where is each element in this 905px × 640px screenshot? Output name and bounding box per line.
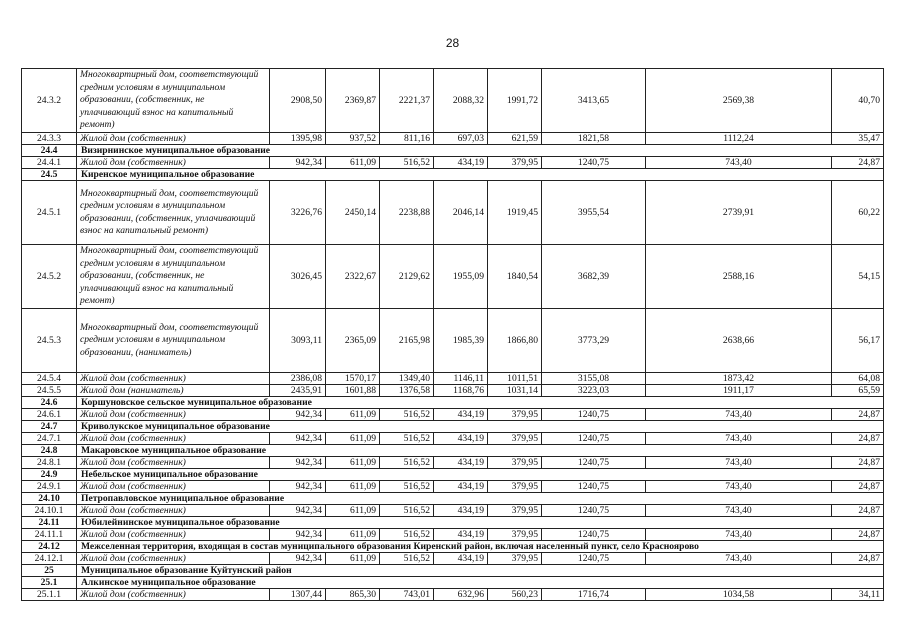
value-cell-6: 3413,65	[542, 69, 646, 133]
row-description: Жилой дом (собственник)	[77, 481, 270, 493]
section-title: Юбилейнинское муниципальное образование	[77, 517, 884, 529]
value-cell-1: 1395,98	[270, 133, 326, 145]
value-cell-7: 2739,91	[646, 181, 832, 245]
table-row	[22, 505, 884, 517]
section-title: Петропавловское муниципальное образование	[77, 493, 884, 505]
row-code: 24.8	[22, 445, 77, 457]
section-row	[22, 577, 884, 589]
value-cell-7: 1911,17	[646, 385, 832, 397]
value-cell-6: 1240,75	[542, 157, 646, 169]
value-cell-1: 1307,44	[270, 589, 326, 601]
tariff-table	[21, 68, 884, 601]
value-cell-3: 516,52	[380, 157, 434, 169]
row-code: 24.5.3	[22, 309, 77, 373]
value-cell-7: 743,40	[646, 505, 832, 517]
value-cell-5: 560,23	[488, 589, 542, 601]
value-cell-6: 1240,75	[542, 553, 646, 565]
value-cell-8: 24,87	[832, 157, 884, 169]
value-cell-1: 942,34	[270, 157, 326, 169]
value-cell-2: 611,09	[326, 409, 380, 421]
value-cell-4: 434,19	[434, 157, 488, 169]
value-cell-3: 2165,98	[380, 309, 434, 373]
value-cell-1: 942,34	[270, 457, 326, 469]
value-cell-8: 54,15	[832, 245, 884, 309]
value-cell-6: 3955,54	[542, 181, 646, 245]
value-cell-8: 24,87	[832, 553, 884, 565]
value-cell-2: 611,09	[326, 553, 380, 565]
section-title: Киренское муниципальное образование	[77, 169, 884, 181]
value-cell-3: 516,52	[380, 529, 434, 541]
row-code: 24.4	[22, 145, 77, 157]
value-cell-6: 3155,08	[542, 373, 646, 385]
row-description: Многоквартирный дом, соответствующий средним условиям в муниципальном образовании, (собственник, уплачивающий взнос на капитальный ремонт)	[77, 181, 270, 245]
value-cell-2: 2450,14	[326, 181, 380, 245]
value-cell-6: 1240,75	[542, 529, 646, 541]
row-description: Жилой дом (собственник)	[77, 373, 270, 385]
section-row	[22, 469, 884, 481]
value-cell-2: 611,09	[326, 157, 380, 169]
row-description: Жилой дом (собственник)	[77, 433, 270, 445]
section-row	[22, 517, 884, 529]
value-cell-3: 516,52	[380, 505, 434, 517]
value-cell-8: 24,87	[832, 409, 884, 421]
value-cell-4: 434,19	[434, 529, 488, 541]
value-cell-3: 811,16	[380, 133, 434, 145]
row-code: 24.5	[22, 169, 77, 181]
row-code: 24.3.3	[22, 133, 77, 145]
value-cell-5: 1840,54	[488, 245, 542, 309]
value-cell-1: 2386,08	[270, 373, 326, 385]
value-cell-3: 516,52	[380, 409, 434, 421]
value-cell-2: 865,30	[326, 589, 380, 601]
value-cell-1: 942,34	[270, 481, 326, 493]
value-cell-1: 942,34	[270, 409, 326, 421]
value-cell-2: 611,09	[326, 529, 380, 541]
table-row	[22, 529, 884, 541]
value-cell-4: 434,19	[434, 433, 488, 445]
value-cell-3: 1349,40	[380, 373, 434, 385]
value-cell-5: 379,95	[488, 409, 542, 421]
row-code: 24.8.1	[22, 457, 77, 469]
row-description: Жилой дом (собственник)	[77, 553, 270, 565]
value-cell-6: 1821,58	[542, 133, 646, 145]
value-cell-2: 1570,17	[326, 373, 380, 385]
row-code: 25	[22, 565, 77, 577]
row-code: 24.6	[22, 397, 77, 409]
row-description: Жилой дом (собственник)	[77, 457, 270, 469]
value-cell-2: 2365,09	[326, 309, 380, 373]
section-row	[22, 169, 884, 181]
value-cell-5: 379,95	[488, 505, 542, 517]
section-row	[22, 445, 884, 457]
row-code: 24.11	[22, 517, 77, 529]
value-cell-5: 379,95	[488, 457, 542, 469]
value-cell-1: 3226,76	[270, 181, 326, 245]
row-code: 25.1.1	[22, 589, 77, 601]
row-description: Жилой дом (собственник)	[77, 589, 270, 601]
value-cell-1: 2435,91	[270, 385, 326, 397]
value-cell-4: 434,19	[434, 505, 488, 517]
row-code: 24.3.2	[22, 69, 77, 133]
value-cell-1: 3026,45	[270, 245, 326, 309]
value-cell-5: 379,95	[488, 157, 542, 169]
value-cell-2: 2369,87	[326, 69, 380, 133]
value-cell-5: 1991,72	[488, 69, 542, 133]
value-cell-5: 1866,80	[488, 309, 542, 373]
table-row	[22, 245, 884, 309]
value-cell-6: 1716,74	[542, 589, 646, 601]
table-row	[22, 433, 884, 445]
value-cell-4: 2046,14	[434, 181, 488, 245]
row-code: 24.4.1	[22, 157, 77, 169]
value-cell-6: 3773,29	[542, 309, 646, 373]
value-cell-7: 743,40	[646, 481, 832, 493]
row-code: 24.10	[22, 493, 77, 505]
value-cell-8: 60,22	[832, 181, 884, 245]
row-code: 24.10.1	[22, 505, 77, 517]
value-cell-5: 379,95	[488, 433, 542, 445]
row-code: 24.5.1	[22, 181, 77, 245]
row-code: 24.5.5	[22, 385, 77, 397]
table-row	[22, 589, 884, 601]
row-description: Жилой дом (наниматель)	[77, 385, 270, 397]
value-cell-1: 3093,11	[270, 309, 326, 373]
value-cell-6: 1240,75	[542, 505, 646, 517]
value-cell-5: 379,95	[488, 481, 542, 493]
table-row	[22, 69, 884, 133]
value-cell-4: 1955,09	[434, 245, 488, 309]
value-cell-2: 1601,88	[326, 385, 380, 397]
row-description: Многоквартирный дом, соответствующий средним условиям в муниципальном образовании, (собственник, не уплачивающий взнос на капитальный ремонт)	[77, 245, 270, 309]
value-cell-4: 1168,76	[434, 385, 488, 397]
value-cell-7: 743,40	[646, 553, 832, 565]
row-code: 24.6.1	[22, 409, 77, 421]
row-description: Жилой дом (собственник)	[77, 157, 270, 169]
value-cell-6: 1240,75	[542, 409, 646, 421]
value-cell-8: 35,47	[832, 133, 884, 145]
row-code: 24.12	[22, 541, 77, 553]
value-cell-6: 1240,75	[542, 457, 646, 469]
section-row	[22, 421, 884, 433]
value-cell-2: 611,09	[326, 481, 380, 493]
section-row	[22, 145, 884, 157]
section-title: Межселенная территория, входящая в состав муниципального образования Киренский район, включая населенный пункт, село Красноярово	[77, 541, 884, 553]
value-cell-3: 1376,58	[380, 385, 434, 397]
section-title: Муниципальное образование Куйтунский район	[77, 565, 884, 577]
value-cell-4: 1985,39	[434, 309, 488, 373]
row-description: Жилой дом (собственник)	[77, 505, 270, 517]
section-row	[22, 541, 884, 553]
value-cell-7: 2638,66	[646, 309, 832, 373]
section-title: Небельское муниципальное образование	[77, 469, 884, 481]
value-cell-6: 3223,03	[542, 385, 646, 397]
section-title: Алкинское муниципальное образование	[77, 577, 884, 589]
value-cell-8: 64,08	[832, 373, 884, 385]
value-cell-2: 611,09	[326, 433, 380, 445]
value-cell-4: 632,96	[434, 589, 488, 601]
value-cell-8: 24,87	[832, 457, 884, 469]
value-cell-4: 434,19	[434, 481, 488, 493]
section-title: Криволукское муниципальное образование	[77, 421, 884, 433]
table-row	[22, 553, 884, 565]
value-cell-8: 24,87	[832, 433, 884, 445]
value-cell-5: 621,59	[488, 133, 542, 145]
row-code: 25.1	[22, 577, 77, 589]
table-row	[22, 457, 884, 469]
value-cell-7: 743,40	[646, 529, 832, 541]
value-cell-8: 24,87	[832, 505, 884, 517]
row-code: 24.9	[22, 469, 77, 481]
value-cell-3: 516,52	[380, 481, 434, 493]
table-row	[22, 385, 884, 397]
row-code: 24.5.4	[22, 373, 77, 385]
value-cell-5: 1031,14	[488, 385, 542, 397]
value-cell-1: 942,34	[270, 433, 326, 445]
value-cell-1: 942,34	[270, 505, 326, 517]
section-row	[22, 493, 884, 505]
value-cell-8: 65,59	[832, 385, 884, 397]
row-code: 24.11.1	[22, 529, 77, 541]
value-cell-3: 743,01	[380, 589, 434, 601]
row-code: 24.5.2	[22, 245, 77, 309]
value-cell-4: 697,03	[434, 133, 488, 145]
value-cell-3: 2238,88	[380, 181, 434, 245]
value-cell-8: 40,70	[832, 69, 884, 133]
value-cell-2: 611,09	[326, 457, 380, 469]
row-description: Многоквартирный дом, соответствующий средним условиям в муниципальном образовании, (собственник, не уплачивающий взнос на капитальный ремонт)	[77, 69, 270, 133]
value-cell-8: 56,17	[832, 309, 884, 373]
value-cell-8: 24,87	[832, 481, 884, 493]
value-cell-5: 379,95	[488, 529, 542, 541]
value-cell-2: 611,09	[326, 505, 380, 517]
section-title: Макаровское муниципальное образование	[77, 445, 884, 457]
section-row	[22, 565, 884, 577]
value-cell-6: 3682,39	[542, 245, 646, 309]
table-row	[22, 181, 884, 245]
row-description: Многоквартирный дом, соответствующий средним условиям в муниципальном образовании, (наниматель)	[77, 309, 270, 373]
value-cell-1: 942,34	[270, 529, 326, 541]
value-cell-7: 743,40	[646, 157, 832, 169]
value-cell-3: 516,52	[380, 457, 434, 469]
value-cell-2: 937,52	[326, 133, 380, 145]
row-code: 24.7	[22, 421, 77, 433]
table-row	[22, 157, 884, 169]
value-cell-3: 2129,62	[380, 245, 434, 309]
row-code: 24.9.1	[22, 481, 77, 493]
value-cell-4: 1146,11	[434, 373, 488, 385]
value-cell-1: 2908,50	[270, 69, 326, 133]
value-cell-8: 34,11	[832, 589, 884, 601]
value-cell-4: 2088,32	[434, 69, 488, 133]
section-row	[22, 397, 884, 409]
value-cell-7: 743,40	[646, 457, 832, 469]
row-code: 24.7.1	[22, 433, 77, 445]
value-cell-5: 1919,45	[488, 181, 542, 245]
table-row	[22, 133, 884, 145]
value-cell-4: 434,19	[434, 457, 488, 469]
section-title: Коршуновское сельское муниципальное образование	[77, 397, 884, 409]
row-description: Жилой дом (собственник)	[77, 529, 270, 541]
value-cell-7: 1034,58	[646, 589, 832, 601]
value-cell-3: 516,52	[380, 433, 434, 445]
value-cell-5: 1011,51	[488, 373, 542, 385]
table-row	[22, 481, 884, 493]
value-cell-8: 24,87	[832, 529, 884, 541]
page-number: 28	[445, 36, 460, 50]
table-row	[22, 309, 884, 373]
value-cell-7: 743,40	[646, 409, 832, 421]
tariff-table-body	[22, 69, 884, 601]
value-cell-3: 516,52	[380, 553, 434, 565]
table-row	[22, 373, 884, 385]
value-cell-7: 743,40	[646, 433, 832, 445]
value-cell-6: 1240,75	[542, 433, 646, 445]
value-cell-7: 2569,38	[646, 69, 832, 133]
value-cell-4: 434,19	[434, 409, 488, 421]
value-cell-2: 2322,67	[326, 245, 380, 309]
table-row	[22, 409, 884, 421]
row-description: Жилой дом (собственник)	[77, 409, 270, 421]
value-cell-4: 434,19	[434, 553, 488, 565]
value-cell-7: 1112,24	[646, 133, 832, 145]
value-cell-3: 2221,37	[380, 69, 434, 133]
value-cell-7: 1873,42	[646, 373, 832, 385]
value-cell-5: 379,95	[488, 553, 542, 565]
section-title: Визирнинское муниципальное образование	[77, 145, 884, 157]
row-description: Жилой дом (собственник)	[77, 133, 270, 145]
value-cell-1: 942,34	[270, 553, 326, 565]
value-cell-7: 2588,16	[646, 245, 832, 309]
value-cell-6: 1240,75	[542, 481, 646, 493]
row-code: 24.12.1	[22, 553, 77, 565]
